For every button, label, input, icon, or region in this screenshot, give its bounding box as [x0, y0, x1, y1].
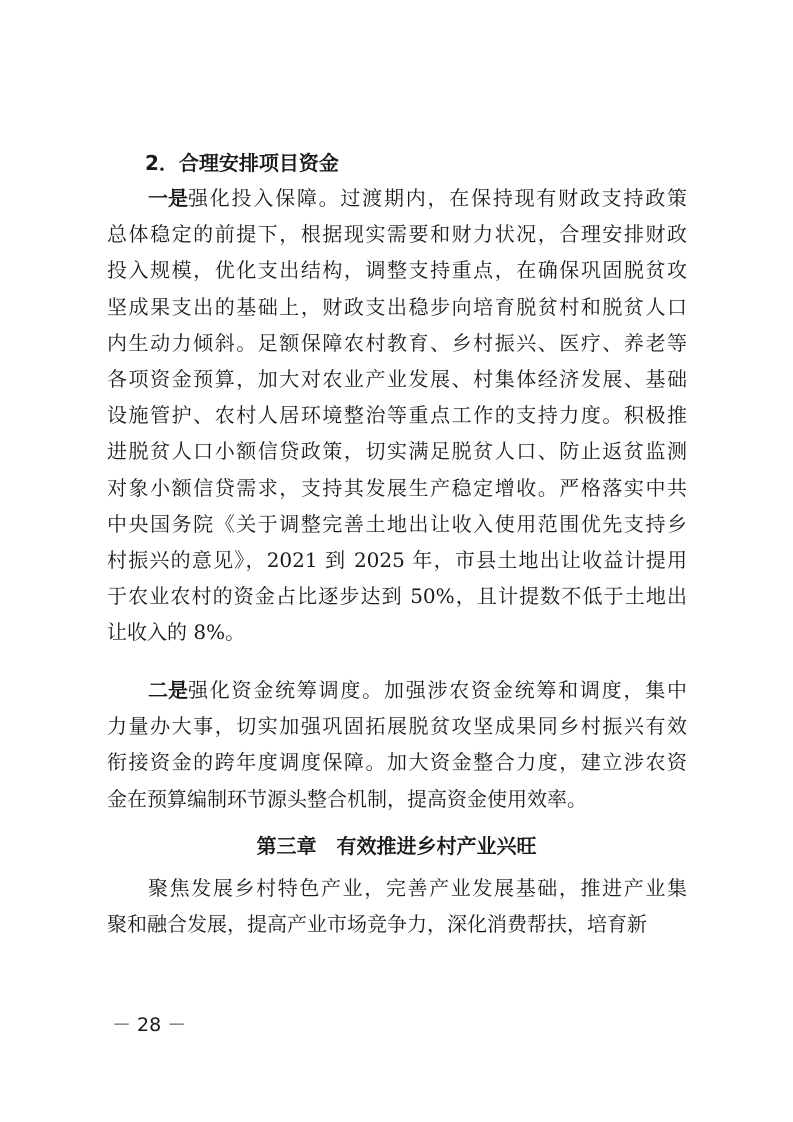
text-line	[148, 672, 687, 708]
text-line	[107, 578, 687, 614]
line-text: 对象小额信贷需求，支持其发展生产稳定增收。严格落实中共	[107, 475, 687, 500]
text-line	[107, 708, 687, 744]
text-line	[107, 542, 687, 578]
text-line	[107, 744, 687, 780]
line-text: 衔接资金的跨年度调度保障。加大资金整合力度，建立涉农资	[107, 750, 687, 775]
text-line	[107, 252, 687, 288]
text-line	[107, 906, 687, 942]
text-line	[107, 433, 687, 469]
line-text: 力量办大事，切实加强巩固拓展脱贫攻坚成果同乡村振兴有效	[107, 714, 687, 739]
chapter-title: 第三章 有效推进乡村产业兴旺	[256, 834, 537, 858]
paragraph-lead: 一是	[148, 186, 188, 210]
text-line	[148, 180, 687, 216]
line-text: 于农业农村的资金占比逐步达到 50%，且计提数不低于土地出	[107, 584, 687, 609]
line-text: 强化投入保障。过渡期内，在保持现有财政支持政策	[188, 186, 687, 210]
line-text: 聚焦发展乡村特色产业，完善产业发展基础，推进产业集	[148, 876, 687, 900]
page-number: － 28 －	[112, 1014, 187, 1036]
line-text: 内生动力倾斜。足额保障农村教育、乡村振兴、医疗、养老等	[107, 330, 687, 355]
line-text: 各项资金预算，加大对农业产业发展、村集体经济发展、基础	[107, 367, 687, 391]
text-line	[107, 470, 687, 506]
line-text: 总体稳定的前提下，根据现实需要和财力状况，合理安排财政	[107, 222, 687, 247]
text-line	[107, 216, 687, 252]
line-text: 村振兴的意见》，2021 到 2025 年，市县土地出让收益计提用	[107, 548, 687, 572]
line-text: 强化资金统筹调度。加强涉农资金统筹和调度，集中	[188, 678, 687, 702]
line-text: 进脱贫人口小额信贷政策，切实满足脱贫人口、防止返贫监测	[107, 439, 687, 464]
text-line	[107, 361, 687, 397]
line-text: 聚和融合发展，提高产业市场竞争力，深化消费帮扶，培育新	[107, 912, 647, 937]
text-line	[107, 325, 687, 361]
line-text: 金在预算编制环节源头整合机制，提高资金使用效率。	[107, 786, 587, 811]
text-line	[107, 614, 687, 650]
text-line	[107, 289, 687, 325]
paragraph-lead: 二是	[148, 678, 188, 702]
line-text: 投入规模，优化支出结构，调整支持重点，在确保巩固脱贫攻	[107, 258, 687, 283]
text-line	[107, 781, 687, 817]
line-text: 中央国务院《关于调整完善土地出让收入使用范围优先支持乡	[107, 511, 687, 536]
text-line	[107, 506, 687, 542]
text-line	[107, 397, 687, 433]
line-text: 设施管护、农村人居环境整治等重点工作的支持力度。积极推	[107, 403, 687, 428]
section-heading: 2．合理安排项目资金	[145, 151, 339, 175]
line-text: 让收入的 8%。	[107, 620, 246, 645]
text-line	[148, 870, 687, 906]
line-text: 坚成果支出的基础上，财政支出稳步向培育脱贫村和脱贫人口	[107, 294, 687, 319]
